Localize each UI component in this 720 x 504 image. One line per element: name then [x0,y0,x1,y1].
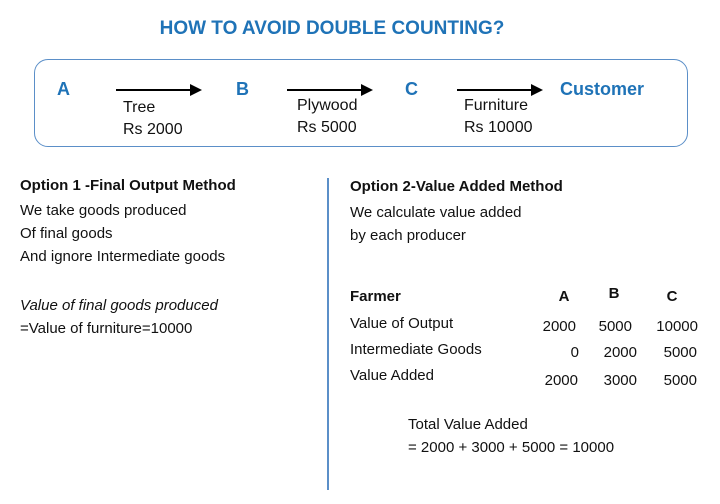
table-col-b: B [608,285,620,302]
table-col-c: C [666,288,678,305]
option1-line: Of final goods [20,225,113,242]
table-row-label: Value of Output [350,315,454,332]
flow-node-b: B [236,79,249,99]
option1-formula-label: Value of final goods produced [20,297,218,314]
option2-description [350,201,522,247]
option1-description [20,199,225,268]
flow-arrow-3 [457,89,541,91]
page-title: HOW TO AVOID DOUBLE COUNTING? [159,18,505,39]
flow-step-price: Rs 2000 [123,121,183,138]
table-cell: 5000 [598,318,632,335]
total-value-added-label: Total Value Added [408,416,528,433]
table-row-label: Intermediate Goods [350,341,482,358]
flow-node-a: A [57,79,70,99]
flow-step-3 [464,95,533,139]
table-cell: 3000 [603,372,637,389]
table-cell: 5000 [663,372,697,389]
table-cell: 2000 [544,372,578,389]
table-cell: 10000 [656,318,698,335]
option1-heading: Option 1 -Final Output Method [20,177,236,194]
flow-step-1 [123,97,183,141]
option1-line: And ignore Intermediate goods [20,248,226,265]
table-col-a: A [558,288,570,305]
option2-heading: Option 2-Value Added Method [350,178,563,195]
option2-line: We calculate value added [350,204,522,221]
flow-step-item: Plywood [297,97,358,114]
table-row-header: Farmer [350,288,401,305]
flow-step-price: Rs 10000 [464,119,533,136]
table-row-label: Value Added [350,367,434,384]
option1-formula-value: =Value of furniture=10000 [20,320,193,337]
flow-node-c: C [405,79,418,99]
flow-step-2 [297,95,357,139]
column-divider [327,178,329,490]
option2-line: by each producer [350,227,466,244]
flow-node-customer: Customer [560,79,645,99]
table-cell: 2000 [603,344,637,361]
option1-line: We take goods produced [20,202,187,219]
flow-arrow-2 [287,89,371,91]
flow-step-item: Tree [123,99,156,116]
total-value-added-formula: = 2000 + 3000 + 5000 = 10000 [408,439,615,456]
table-cell: 2000 [542,318,576,335]
table-cell: 5000 [663,344,697,361]
flow-step-item: Furniture [464,97,529,114]
flow-step-price: Rs 5000 [297,119,357,136]
table-cell: 0 [570,344,579,361]
flow-arrow-1 [116,89,200,91]
